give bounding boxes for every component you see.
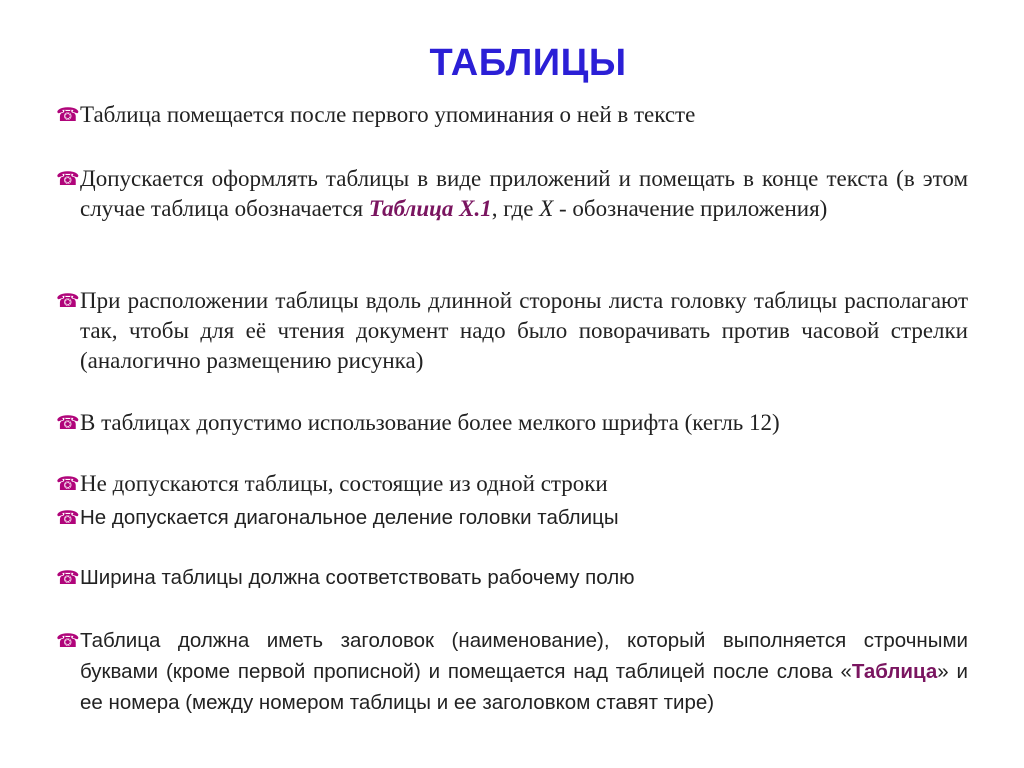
telephone-icon: ☎ [56, 473, 80, 495]
table-word: Таблица [851, 660, 938, 683]
bullet-item-3 [58, 286, 968, 376]
bullet-item-6 [58, 502, 968, 533]
telephone-icon: ☎ [56, 630, 80, 652]
bullet-item-5 [58, 469, 968, 499]
bullet-text-7: Ширина таблицы должна соответствовать рабочему полю [80, 566, 635, 589]
telephone-icon: ☎ [56, 168, 80, 190]
table-designation: Таблица Х.1 [368, 196, 492, 221]
telephone-icon: ☎ [56, 507, 80, 529]
bullet-text-2b: , где [491, 196, 540, 221]
bullet-item-2 [58, 164, 968, 224]
telephone-icon: ☎ [56, 567, 80, 589]
bullet-text-4: В таблицах допустимо использование более мелкого шрифта (кегль 12) [80, 410, 780, 435]
slide-title: ТАБЛИЦЫ [429, 42, 627, 84]
telephone-icon: ☎ [56, 290, 80, 312]
bullet-item-8 [58, 625, 968, 718]
bullet-text-8a: Таблица должна иметь заголовок (наименование), который выполняется строчными буквами (кроме первой прописной) и помещается над таблицей после слова « [80, 629, 968, 683]
bullet-text-2a: Допускается оформлять таблицы в виде приложений и помещать в конце текста (в этом случае таблица обозначается [80, 166, 968, 221]
bullet-text-6: Не допускается диагональное деление головки таблицы [80, 506, 619, 529]
bullet-text-5: Не допускаются таблицы, состоящие из одной строки [80, 471, 608, 496]
telephone-icon: ☎ [56, 104, 80, 126]
appendix-variable: Х [539, 196, 554, 221]
bullet-item-1 [58, 100, 968, 130]
bullet-text-3: При расположении таблицы вдоль длинной стороны листа головку таблицы располагают так, чтобы для её чтения документ надо было поворачивать против часовой стрелки (аналогично размещению рисунка) [80, 288, 968, 373]
bullet-text-8b: » и ее номера (между номером таблицы и ее заголовком ставят тире) [80, 660, 968, 714]
bullet-item-7 [58, 562, 968, 593]
bullet-item-4 [58, 408, 968, 438]
telephone-icon: ☎ [56, 412, 80, 434]
bullet-text-1: Таблица помещается после первого упоминания о ней в тексте [80, 102, 696, 127]
bullet-text-2c: - обозначение приложения) [553, 196, 828, 221]
